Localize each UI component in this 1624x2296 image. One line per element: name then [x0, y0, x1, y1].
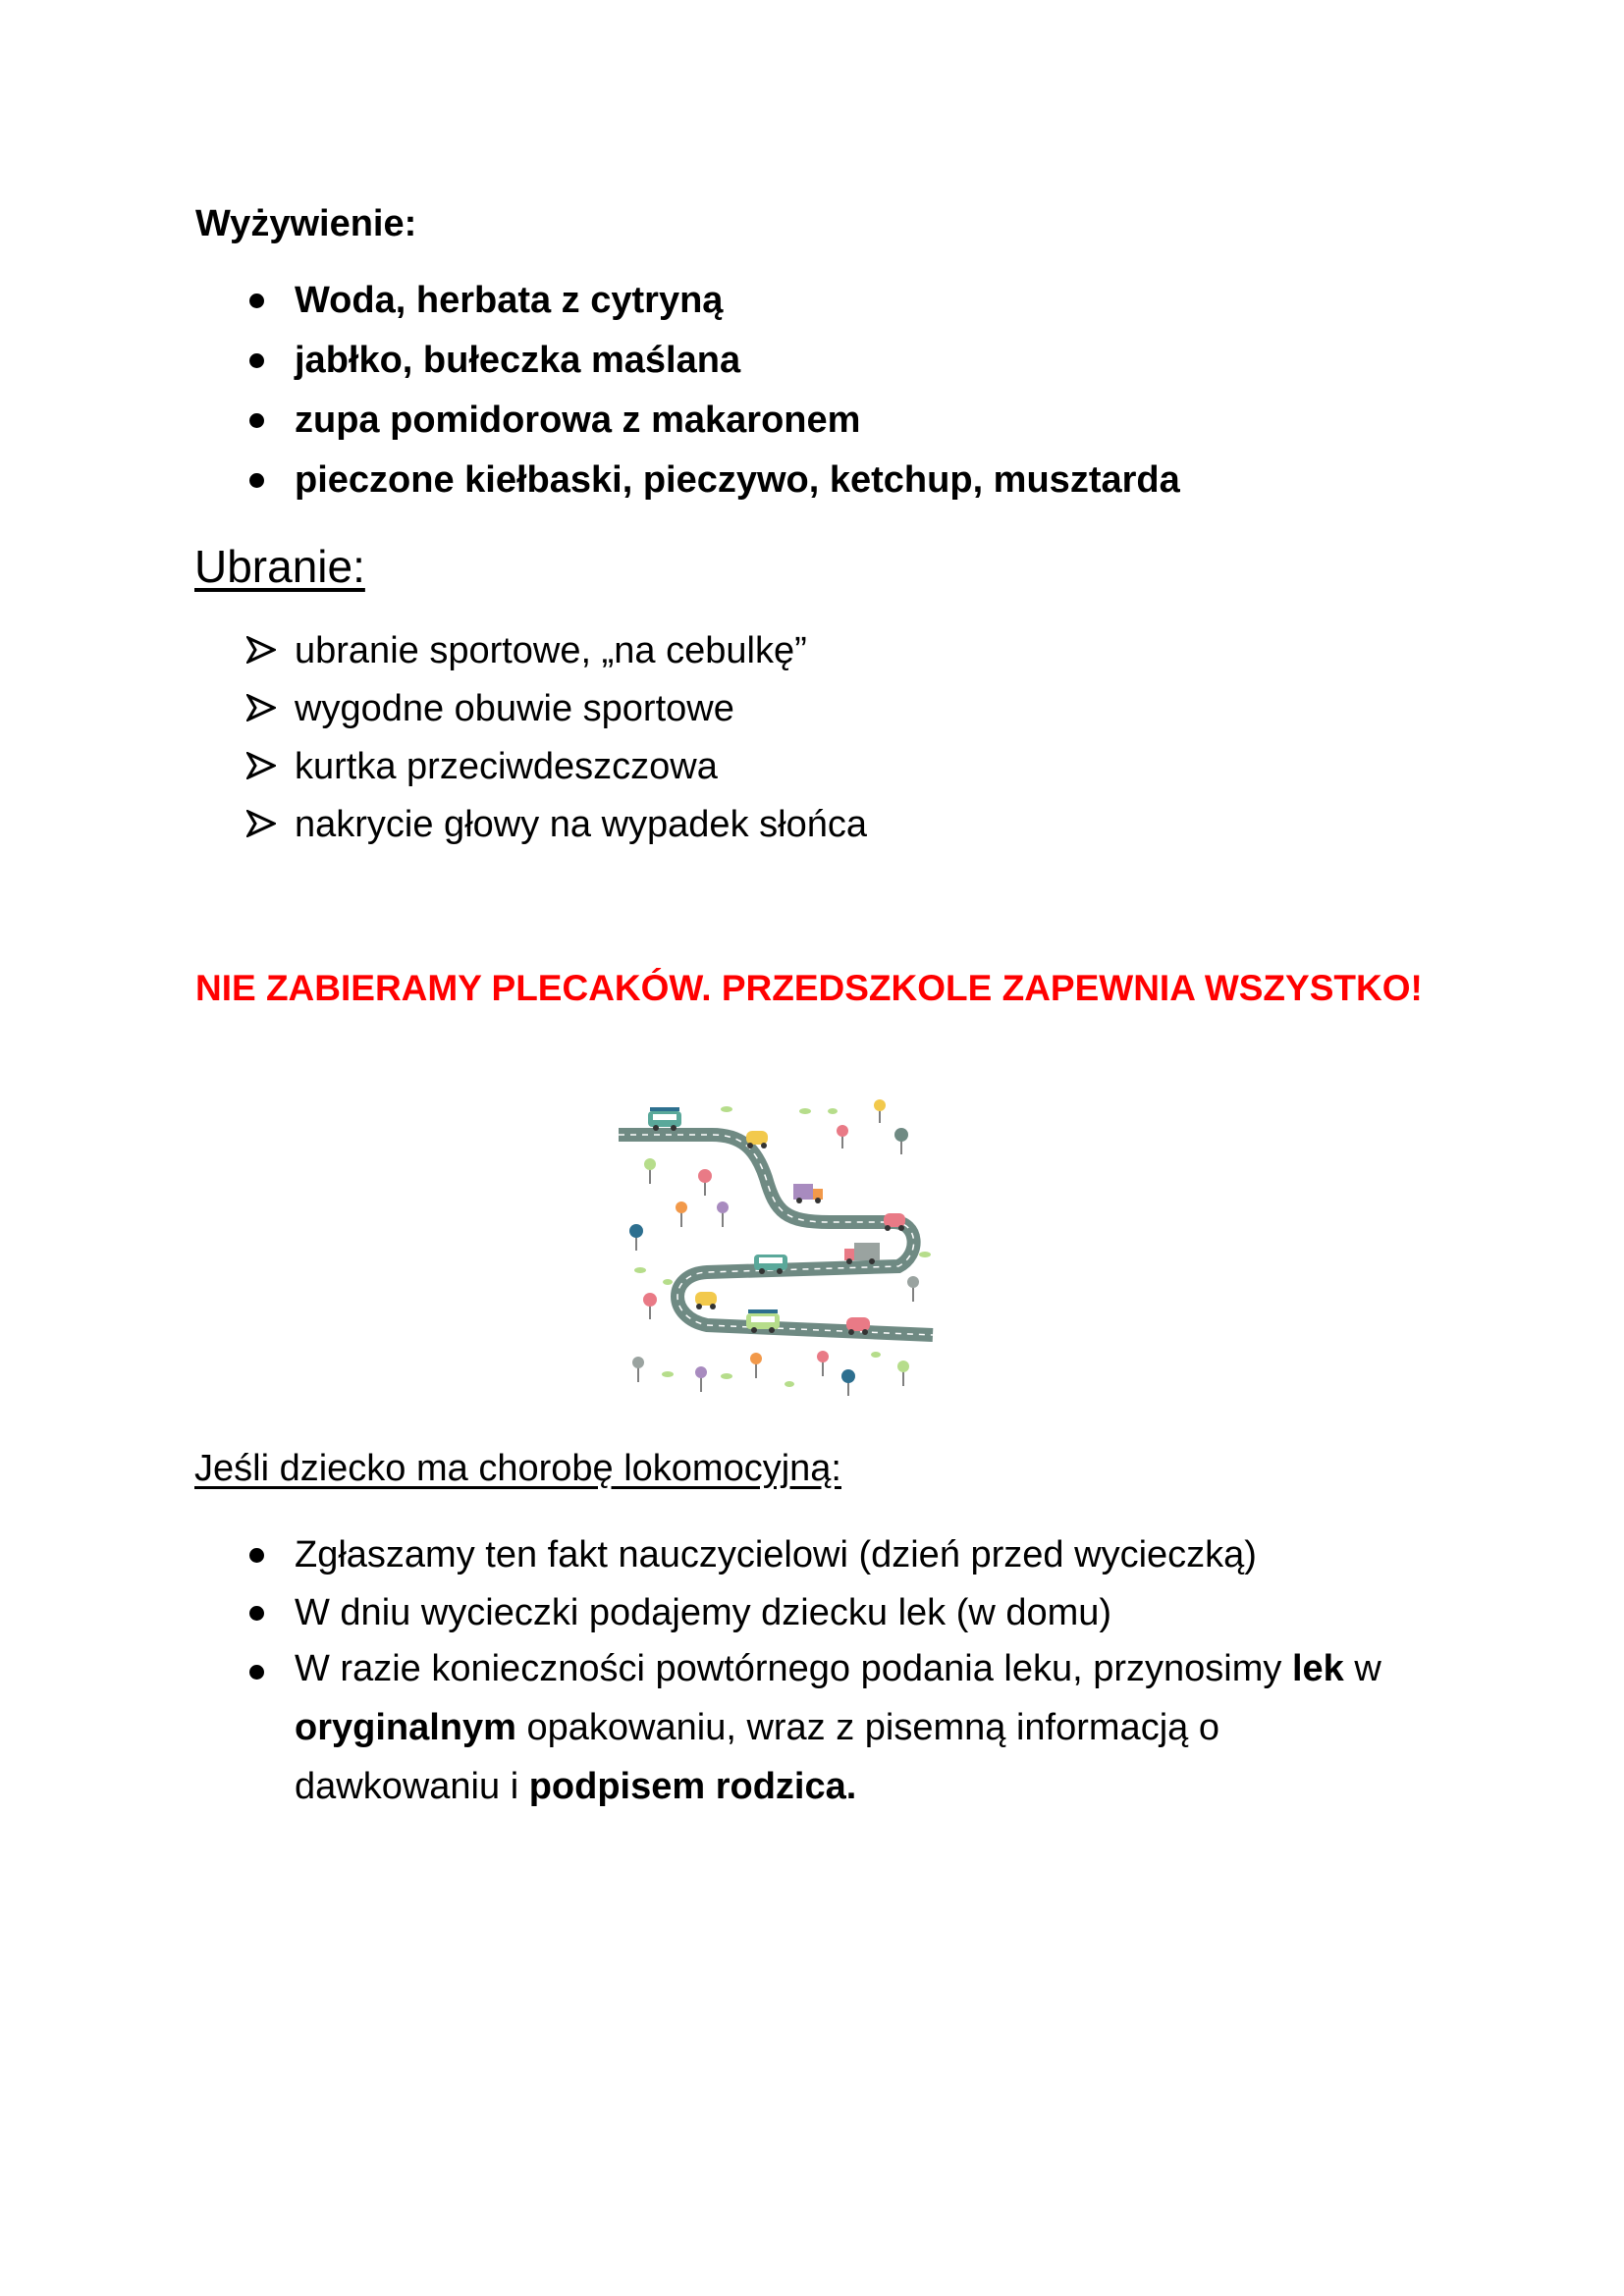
clothing-heading: Ubranie: — [194, 541, 365, 592]
food-item: pieczone kiełbaski, pieczywo, ketchup, musztarda — [295, 459, 1180, 501]
food-item: zupa pomidorowa z makaronem — [295, 400, 861, 441]
motion-sickness-item: Zgłaszamy ten fakt nauczycielowi (dzień przed wycieczką) — [295, 1534, 1257, 1575]
food-heading: Wyżywienie: — [195, 203, 417, 244]
winding-road-with-cars-illustration — [609, 1090, 943, 1404]
clothing-item: nakrycie głowy na wypadek słońca — [295, 804, 867, 845]
clothing-item: ubranie sportowe, „na cebulkę” — [295, 630, 807, 671]
item-bold-original: oryginalnym — [295, 1707, 516, 1748]
bullet-icon — [249, 353, 264, 368]
bullet-icon — [249, 1548, 264, 1563]
clothing-item: kurtka przeciwdeszczowa — [295, 746, 718, 787]
item-text: W razie konieczności powtórnego podania leku, przynosimy — [295, 1648, 1292, 1689]
arrow-bullet-icon — [246, 694, 276, 721]
motion-sickness-heading: Jeśli dziecko ma chorobę lokomocyjną: — [194, 1448, 841, 1489]
motion-sickness-item — [295, 1639, 1434, 1816]
motion-sickness-item: W dniu wycieczki podajemy dziecku lek (w domu) — [295, 1592, 1112, 1633]
arrow-bullet-icon — [246, 810, 276, 837]
clothing-item: wygodne obuwie sportowe — [295, 688, 734, 729]
food-item: Woda, herbata z cytryną — [295, 280, 724, 321]
food-item: jabłko, bułeczka maślana — [295, 340, 741, 381]
no-backpacks-notice: NIE ZABIERAMY PLECAKÓW. PRZEDSZKOLE ZAPEWNIA WSZYSTKO! — [195, 968, 1423, 1008]
item-bold-signature: podpisem rodzica. — [528, 1766, 857, 1807]
bullet-icon — [249, 473, 264, 488]
bullet-icon — [249, 294, 264, 308]
arrow-bullet-icon — [246, 636, 276, 664]
item-text: w — [1343, 1648, 1381, 1689]
arrow-bullet-icon — [246, 752, 276, 779]
bullet-icon — [249, 413, 264, 428]
item-text: opakowaniu, wraz z pisemną informacją o dawkowaniu i — [295, 1707, 1219, 1807]
item-bold-medicine: lek — [1291, 1648, 1344, 1689]
bullet-icon — [249, 1606, 264, 1621]
bullet-icon — [249, 1665, 264, 1680]
